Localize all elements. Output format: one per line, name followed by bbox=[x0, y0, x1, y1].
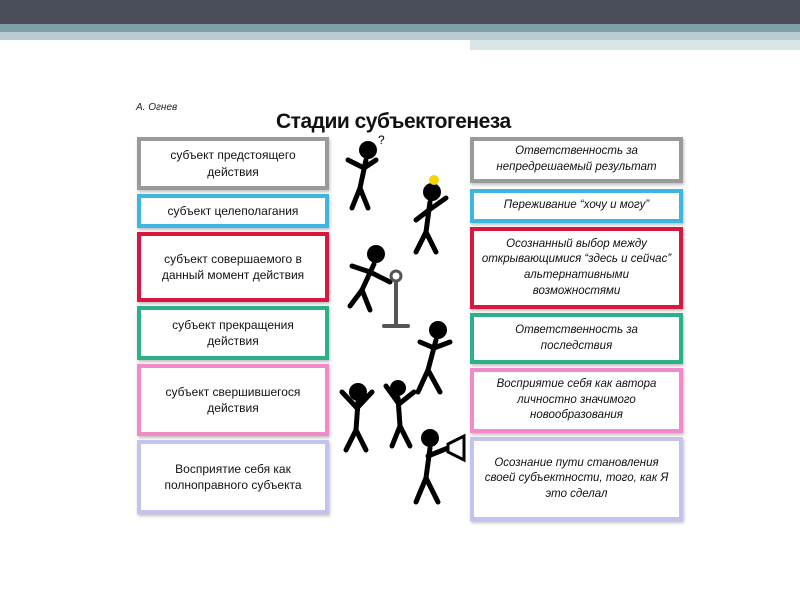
right-box-4 bbox=[470, 313, 683, 364]
left-box-1 bbox=[137, 137, 329, 190]
right-box-text: Ответственность за непредрешаемый результат bbox=[496, 145, 657, 173]
left-box-4 bbox=[137, 306, 329, 360]
thinking-figure bbox=[418, 321, 450, 392]
right-box-text: Осознание пути становления своей субъектности, того, как Я это сделал bbox=[484, 456, 669, 500]
right-box-6 bbox=[470, 437, 683, 521]
right-box-text: Восприятие себя как автора личностно значимого новообразования bbox=[496, 378, 657, 422]
left-box-6 bbox=[137, 440, 329, 514]
right-box-3 bbox=[470, 227, 683, 309]
svg-text:?: ? bbox=[378, 133, 385, 147]
slide-title: Стадии субъектогенеза bbox=[276, 110, 511, 133]
question-figure bbox=[348, 133, 385, 208]
right-box-text: Переживание “хочу и могу” bbox=[503, 199, 650, 212]
stick-figures bbox=[330, 130, 470, 510]
right-box-5 bbox=[470, 368, 683, 433]
right-box-2 bbox=[470, 189, 683, 223]
left-box-text: субъект предстоящего действия bbox=[170, 148, 296, 179]
celebrating-figures bbox=[342, 380, 414, 450]
left-box-text: Восприятие себя как полноправного субъекта bbox=[164, 461, 302, 492]
left-box-5 bbox=[137, 364, 329, 436]
megaphone-figure bbox=[416, 429, 464, 502]
left-box-text: субъект свершившегося действия bbox=[165, 384, 301, 415]
slide-stripe bbox=[0, 24, 800, 32]
right-box-text: Осознанный выбор между открывающимися “здесь и сейчас” альтернативными возможностями bbox=[481, 237, 672, 297]
slide-top-bar bbox=[0, 0, 800, 24]
right-box-1 bbox=[470, 137, 683, 183]
left-box-2 bbox=[137, 194, 329, 228]
right-box-text: Ответственность за последствия bbox=[515, 323, 638, 352]
author-label: А. Огнев bbox=[136, 102, 178, 113]
idea-figure bbox=[416, 175, 446, 252]
left-box-text: субъект прекращения действия bbox=[172, 317, 294, 348]
left-box-text: субъект совершаемого в данный момент действия bbox=[161, 251, 305, 282]
left-box-3 bbox=[137, 232, 329, 302]
left-box-text: субъект целеполагания bbox=[167, 203, 299, 218]
pushing-figure bbox=[350, 245, 408, 326]
slide-stripe bbox=[0, 32, 800, 40]
slide-stripe-accent bbox=[470, 40, 800, 50]
